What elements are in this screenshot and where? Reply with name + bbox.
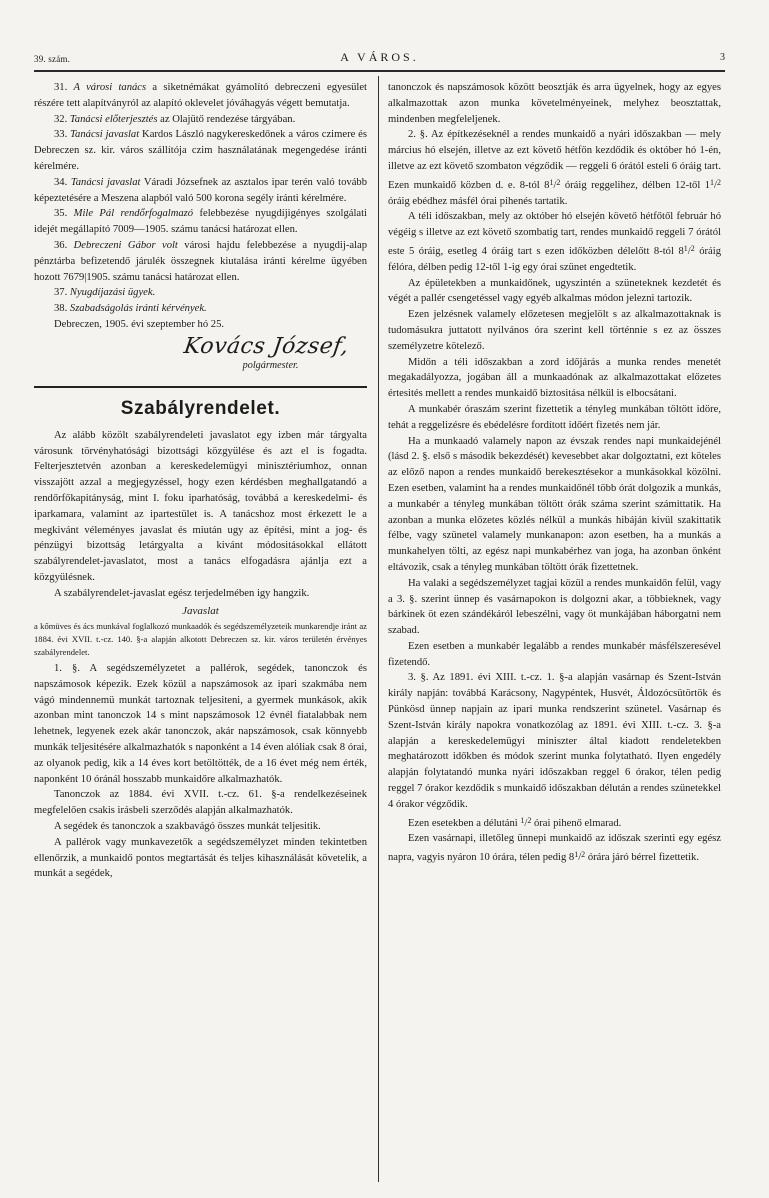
agenda-item-38: 38. Szabadságolás iránti kérvények. [54, 303, 207, 315]
wage-paragraph: A munkabér óraszám szerint fizettetik a tényleg munkában töltött idöre, tehát a reggelizésre és ebédelésre fordított időért fizetés nem jár. [388, 403, 721, 431]
bell-signal-paragraph: Az épületekben a munkaidőnek, ugyszintén a szüneteknek kezdetét és végét a pallér csengetéssel vagy egyéb alkalmas módon jelezni tartozik. [388, 277, 721, 305]
header-rule [34, 70, 725, 72]
overtime-paragraph: Ha valaki a segédszemélyzet tagjai közül a rendes munkaidőn felül, vagy a 3. §. szerint ünnep és vasárnapokon is dolgozni akar, a többieknek, vagy bárkinek öt ezen szándékáról lebeszélni, vagy öt munkájában háborgatni nem szabad. [388, 577, 721, 637]
section-1-paragraph: 1. §. A segédszemélyzetet a pallérok, segédek, tanonczok és napszámosok képezik. Ezek közül a napszámosok az ipari szakmába nem vágó mindennemü munkát tartoznak teljesiteni, a gyermek munkások, akik azonban mint tanonczok 14 s mint napszámosok 12 évnél fiatalabbak nem lehetnek, legyenek ezek akár tanonczok, akár napszámosok, csak könnyebb munkák teljesitésére alkalmazhatók s naponként a 14 éven alóliak csak 8 órai, az olyanok pedig, kik a 14 éves kort betöltötték, de a 16 évet még nem érték, naponként 10 óránál hosszabb munkaidőre alkalmazhatók. [34, 663, 367, 785]
intro-paragraph-2: A szabályrendelet-javaslat egész terjedelmében igy hangzik. [54, 587, 310, 599]
agenda-item-32: 32. Tanácsi előterjesztés az Olajütő rendezése tárgyában. [54, 113, 296, 125]
intro-paragraph: Az alább közölt szabályrendeleti javaslatot egy izben már tárgyalta városunk törvényhatósági bizottsági közgyülése és azt el is fogadta. Felterjesztetvén azonban a kereskedelemügyi minisztériumhoz, onnan visszajött azzal a megjegyzéssel, hogy ezen kérdésben meghallgatandó a rendőrfőkapitányság, mint I. foku iparhatóság, továbbá a kereskedelmi- és iparkamara, valamint az ipartestület is. A tanácshoz most érkezett le a megkivánt véleményes javaslat és miután ugy az építési, mint a jog- és pénzügyi bizottság letárgyalta a kivánt módositásokkal ellátott szabályrendelet-javaslatot, most a tanács elfogadásra ajánlja ezt a közgyülésnek. [34, 429, 367, 583]
signature-block [34, 335, 367, 372]
signature-name: Kovács József, [182, 333, 351, 359]
weather-paragraph: Midőn a téli időszakban a zord időjárás a munka rendes menetét megakadályozza, jogában áll a munkaadónak az alkalmazottakat előzetes értesités mellett a rendes munkaidő biztositása nélkül is elbocsátani. [388, 356, 721, 400]
right-column [388, 80, 721, 866]
agenda-item-33: 33. Tanácsi javaslat Kardos László nagykereskedőnek a város czimere és Debreczen sz. kir. város szállítója czim használatának megengedése iránti kérelmére. [34, 129, 368, 172]
agenda-item-35: 35. Mile Pál rendőrfogalmazó felebbezése nyugdíjigényes szolgálati idejét megállapító 7009—1905. számu tanácsi határozat ellen. [34, 208, 367, 236]
issue-number: 39. szám. [34, 54, 71, 64]
winter-period-paragraph: A téli időszakban, mely az október hó elsején követő hétfőtől február hó végéig s illetve az ezt követő szombatig tart, rendes munkaidő reggeli 7 órától este 5 óráig, esetleg 4 óráig tart s ezen időközben délelőtt 8-tól $8^1/^2$ óráig félóra, délben pedig 12-től 1-ig egy órai szünet engedtetik. [388, 211, 721, 273]
dateline: Debreczen, 1905. évi szeptember hó 25. [54, 318, 225, 330]
agenda-item-36: 36. Debreczeni Gábor volt városi hajdu felebbezése a nyugdij-alap pénztárba befizetendő járulék összegnek kiutalása iránti kérelme ügyében hozott 7679|1905. számu tanácsi határozat ellen. [34, 239, 367, 283]
page-header [34, 50, 725, 66]
section-rule [34, 386, 367, 388]
left-column [34, 80, 367, 882]
agenda-item-34: 34. Tanácsi javaslat Váradi Józsefnek az asztalos ipar terén való tovább képeztetésére a Meszena alapból való 500 korona segély iránti kérelmére. [34, 176, 368, 204]
overtime-pay-paragraph: Ezen esetben a munkabér legalább a rendes munkabér másfélszeresével fizetendő. [388, 640, 721, 668]
public-clock-paragraph: Ezen jelzésnek valamely előzetesen megjelölt s az alkalmazottaknak is tudomásukra juttatott nyilvános óra szerint kell történnie s ez az összes személyzetre kötelező. [388, 309, 721, 352]
apprentice-paragraph: Tanonczok az 1884. évi XVII. t.-cz. 61. §-a rendelkezéseinek megfelelően csakis irásbeli szerződés alapján alkalmazhatók. [34, 789, 367, 817]
section-2-paragraph: 2. §. Az építkezéseknél a rendes munkaidő a nyári időszakban — mely március hó elsején, illetve az ezt követő hétfőn kezdődik és október hó 1-én, illetve az ezt követő szombaton végződik — reggeli 6 órától esteli 6 óráig tart. Ezen munkaidő közben d. e. 8-tól $8^1/^2$ óráig reggelihez, délben 12-től $1^1/^2$ óráig ebédhez másfél órai pihenés tartatik. [388, 129, 721, 207]
agenda-item-37: 37. Nyugdíjazási ügyek. [54, 287, 156, 299]
foreman-paragraph: A pallérok vagy munkavezetők a segédszemélyzet minden tekintetben ellenőrzik, a munkaidő pontos megtartását és teljes kihasználását követelik, a munkát a segédek, [34, 836, 367, 880]
journeyman-paragraph: A segédek és tanonczok a szakbavágó összes munkát teljesitik. [54, 821, 321, 833]
proposal-heading: Javaslat [182, 604, 219, 617]
shorter-day-paragraph: Ha a munkaadó valamely napon az évszak rendes napi munkaidejénél (lásd 2. §. első s második bekezdését) kevesebbet akar dolgoztatni, ezt köteles az előző napon a rendes munkaidő berekesztésekor a munkásokkal közölni. Ezen esetben, valamint ha a rendes munkaidőnél több órát dolgozik a munkás, a munkabér a tényleg munkában töltött órák száma szerint számittatik. Ha azonban a munka előzetes közlés nélkül a munkás hibáján kivül szakittatik félbe, vagy szünetel valamely munkanapon: azon esetben, ha a munkás a munkahelyen tölti, az egész napi munkabérhez van joga, ha azonban önként eltávozik, csak a tényleg munkában töltött órák fizettetnek. [388, 435, 721, 573]
page-number: 3 [720, 52, 725, 63]
column-divider [378, 76, 379, 1182]
break-paragraph: Ezen esetekben a délutáni $^1$/$^2$ órai pihenő elmarad. [408, 815, 622, 829]
section-3-paragraph: 3. §. Az 1891. évi XIII. t.-cz. 1. §-a alapján vasárnap és Szent-István király napján: továbbá Karácsony, Nagypéntek, Husvét, Áldozócsütörtök és Pünkösd ünnep napjain az ipari munka rendszerint szünetel. Vasárnap és Szent-István király napokra vonatkozólag az 1891. évi XIII. t.-cz. 3. §-a alapján a kereskedelemügyi miniszter által kiadott rendeletekben meghatározott időkben és módok szerint munka folytatható. Ilyen engedély alapján folytatandó munka nyári időszakban reggel 6 órakor, télen pedig reggel 7 órakor kezdődik s munkaidő időszakban délután a rendes szünetekkel 4 órakor végződik. [388, 672, 721, 810]
newspaper-title: A VÁROS. [340, 50, 419, 64]
proposal-subtitle: a kőmüves és ács munkával foglalkozó munkaadók és segédszemélyzeteik munkarendje iránt az 1884. évi XVII. t.-cz. 140. §-a alapján alkotott Debreczen sz. kir. város területén érvényes szabályrendelet. [34, 621, 367, 657]
section-title: Szabályrendelet. [120, 397, 281, 419]
agenda-item-31: 31. A városi tanács a siketnémákat gyámolító debreczeni egyesület részére tett alapítványról az alapító oklevelet jóváhagyás végett bemutatja. [34, 82, 367, 109]
continuation-paragraph: tanonczok és napszámosok között beosztják és arra ügyelnek, hogy az egyes alkalmazottak azon munka követelményeinek, melyhez beosztattak, mindenben megfeleljenek. [388, 82, 721, 125]
holiday-pay-paragraph: Ezen vasárnapi, illetőleg ünnepi munkaidő az időszak szerinti egy egész napra, vagyis nyáron 10 órára, télen pedig $8^1/^2$ órára járó bérrel fizettetik. [388, 833, 721, 864]
signature-role: polgármester. [242, 359, 299, 371]
